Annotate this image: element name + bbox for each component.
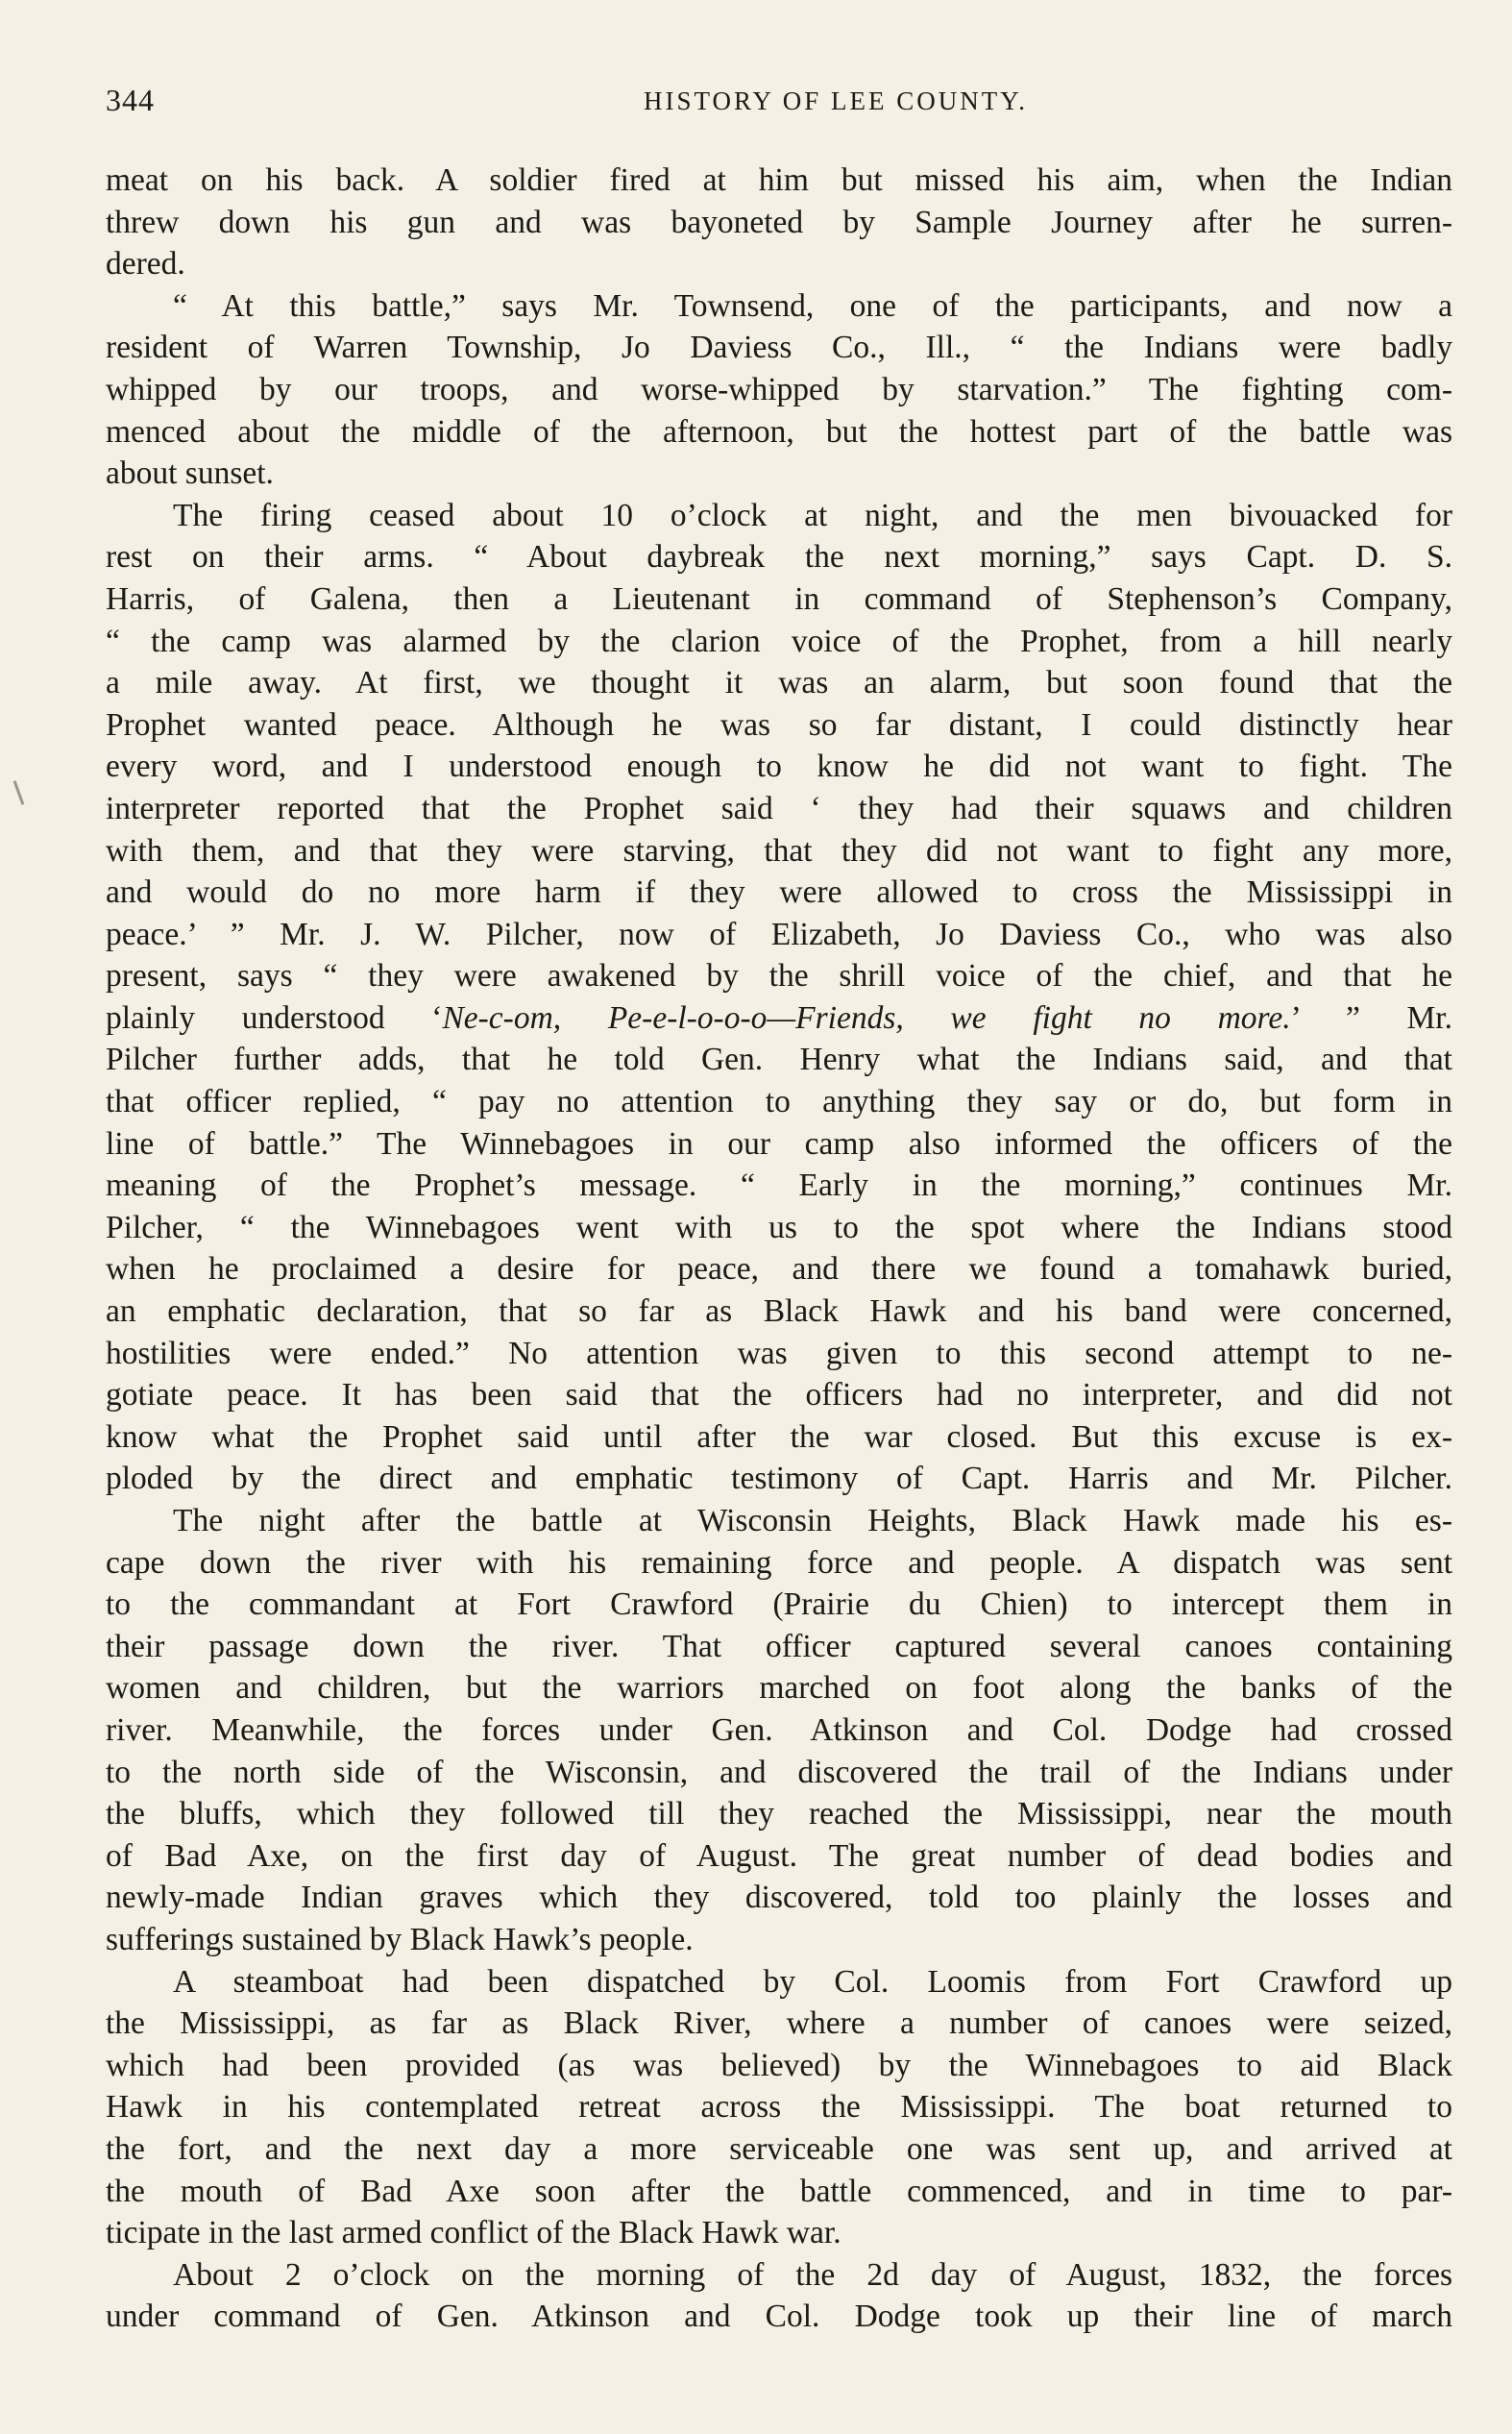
text-line: of Bad Axe, on the first day of August. The great number of dead bodies and — [106, 1837, 1452, 1874]
text-line: resident of Warren Township, Jo Daviess Co., Ill., “ the Indians were badly — [106, 330, 1452, 366]
text-line — [106, 997, 1452, 1040]
text-line: the Mississippi, as far as Black River, where a number of canoes were seized, — [106, 2005, 1452, 2042]
text-line: when he proclaimed a desire for peace, and there we found a tomahawk buried, — [106, 1251, 1452, 1288]
text-line: know what the Prophet said until after the war closed. But this excuse is ex- — [106, 1418, 1452, 1455]
italic-quote: Ne-c-om, Pe-e-l-o-o-o—Friends, we fight no more. — [442, 999, 1291, 1036]
text-line: and would do no more harm if they were allowed to cross the Mississippi in — [106, 874, 1452, 911]
text-line: rest on their arms. “ About daybreak the next morning,” says Capt. D. S. — [106, 539, 1452, 576]
text-line: Pilcher, “ the Winnebagoes went with us to the spot where the Indians stood — [106, 1209, 1452, 1245]
text-line: every word, and I understood enough to know he did not want to fight. The — [106, 749, 1452, 785]
text-line: cape down the river with his remaining force and people. A dispatch was sent — [106, 1544, 1452, 1581]
text-line: with them, and that they were starving, that they did not want to fight any more, — [106, 832, 1452, 869]
text-line: that officer replied, “ pay no attention to anything they say or do, but form in — [106, 1084, 1452, 1120]
text-line: A steamboat had been dispatched by Col. Loomis from Fort Crawford up — [173, 1963, 1452, 2000]
text-line: meat on his back. A soldier fired at him but missed his aim, when the Indian — [106, 162, 1452, 198]
text-line: “ At this battle,” says Mr. Townsend, one of the participants, and now a — [173, 287, 1452, 324]
text-line: The night after the battle at Wisconsin Heights, Black Hawk made his es- — [173, 1503, 1452, 1538]
text-line: gotiate peace. It has been said that the officers had no interpreter, and did not — [106, 1377, 1452, 1414]
text-line: about sunset. — [106, 455, 274, 492]
text-line: ticipate in the last armed conflict of the Black Hawk war. — [106, 2215, 841, 2251]
text-line: Prophet wanted peace. Although he was so far distant, I could distinctly hear — [106, 706, 1452, 743]
text-line: under command of Gen. Atkinson and Col. Dodge took up their line of march — [106, 2299, 1452, 2335]
text-line: sufferings sustained by Black Hawk’s people. — [106, 1921, 694, 1957]
page-number: 344 — [106, 83, 155, 117]
text-fragment: ’ ” Mr. — [1290, 999, 1452, 1036]
text-line: to the north side of the Wisconsin, and discovered the trail of the Indians under — [106, 1754, 1452, 1790]
text-line: line of battle.” The Winnebagoes in our camp also informed the officers of the — [106, 1125, 1452, 1162]
text-line: “ the camp was alarmed by the clarion voice of the Prophet, from a hill nearly — [106, 623, 1452, 659]
text-line: The firing ceased about 10 o’clock at night, and the men bivouacked for — [173, 497, 1452, 533]
text-line: their passage down the river. That officer captured several canoes containing — [106, 1628, 1452, 1664]
text-line: Pilcher further adds, that he told Gen. Henry what the Indians said, and that — [106, 1042, 1452, 1078]
margin-mark — [13, 780, 25, 804]
text-line: present, says “ they were awakened by the shrill voice of the chief, and that he — [106, 958, 1452, 995]
text-line: river. Meanwhile, the forces under Gen. Atkinson and Col. Dodge had crossed — [106, 1711, 1452, 1748]
page-header — [106, 83, 1451, 131]
text-line: dered. — [106, 246, 185, 283]
text-line: a mile away. At first, we thought it was an alarm, but soon found that the — [106, 665, 1452, 701]
text-line: Hawk in his contemplated retreat across the Mississippi. The boat returned to — [106, 2089, 1452, 2126]
text-line: menced about the middle of the afternoon, but the hottest part of the battle was — [106, 413, 1452, 450]
text-line: whipped by our troops, and worse-whipped by starvation.” The fighting com- — [106, 371, 1452, 407]
text-line: to the commandant at Fort Crawford (Prairie du Chien) to intercept them in — [106, 1586, 1452, 1623]
text-line: newly-made Indian graves which they discovered, told too plainly the losses and — [106, 1880, 1452, 1916]
text-line: women and children, but the warriors marched on foot along the banks of the — [106, 1670, 1452, 1707]
text-line: Harris, of Galena, then a Lieutenant in command of Stephenson’s Company, — [106, 580, 1452, 617]
body-text — [106, 160, 1452, 2338]
text-line: the bluffs, which they followed till they reached the Mississippi, near the mouth — [106, 1796, 1452, 1832]
text-line: interpreter reported that the Prophet said ‘ they had their squaws and children — [106, 790, 1452, 826]
text-line: hostilities were ended.” No attention was given to this second attempt to ne- — [106, 1335, 1452, 1371]
text-fragment: plainly understood ‘ — [106, 999, 443, 1036]
text-line: threw down his gun and was bayoneted by Sample Journey after he surren- — [106, 204, 1452, 240]
text-line: peace.’ ” Mr. J. W. Pilcher, now of Elizabeth, Jo Daviess Co., who was also — [106, 916, 1452, 952]
text-line: which had been provided (as was believed) by the Winnebagoes to aid Black — [106, 2047, 1452, 2083]
text-line: meaning of the Prophet’s message. “ Early in the morning,” continues Mr. — [106, 1168, 1452, 1204]
text-line: the mouth of Bad Axe soon after the battle commenced, and in time to par- — [106, 2173, 1452, 2209]
running-head: HISTORY OF LEE COUNTY. — [643, 86, 1029, 115]
text-line: an emphatic declaration, that so far as Black Hawk and his band were concerned, — [106, 1293, 1452, 1330]
text-line: About 2 o’clock on the morning of the 2d day of August, 1832, the forces — [173, 2256, 1452, 2293]
text-line: the fort, and the next day a more serviceable one was sent up, and arrived at — [106, 2130, 1452, 2167]
text-line: ploded by the direct and emphatic testimony of Capt. Harris and Mr. Pilcher. — [106, 1461, 1452, 1497]
